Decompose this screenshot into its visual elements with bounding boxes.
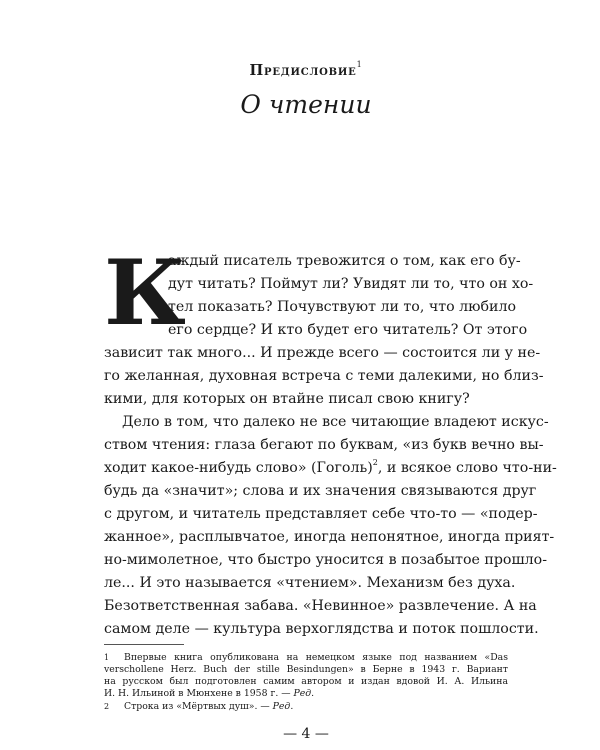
footnote-1-line-3: на русском был подготовлен самим автором и издан вдовой И. А. Ильина (104, 676, 508, 687)
paragraph-1-line-5: зависит так много... И прежде всего — состоится ли у не- (104, 345, 541, 361)
footnote-1-line-4 (104, 688, 508, 700)
paragraph-2-line-8: ле... И это называется «чтением». Механизм без духа. (104, 575, 516, 591)
footnote-ref-1[interactable]: 1 (356, 60, 363, 69)
paragraph-2-line-9: Безответственная забава. «Невинное» развлечение. А на (104, 598, 537, 614)
footnote-divider (104, 644, 184, 645)
section-label (104, 62, 508, 79)
paragraph-2-line-3 (104, 458, 557, 477)
paragraph-1-line-7: кими, для которых он втайне писал свою книгу? (104, 391, 470, 407)
footnote-1-number: 1 (104, 653, 110, 662)
drop-cap: К (104, 240, 186, 346)
paragraph-2-line-3-text: ходит какое-нибудь слово» (Гоголь) (104, 460, 373, 476)
paragraph-1-line-3: тел показать? Почувствуют ли то, что любило (168, 299, 517, 315)
paragraph-2-line-4: будь да «значит»; слова и их значения связываются друг (104, 483, 537, 499)
footnote-1-line-4-text: И. Н. Ильиной в Мюнхене в 1958 г. — (104, 688, 294, 699)
page-number: — 4 — (283, 726, 329, 742)
footnote-2-editor-mark: Ред. (272, 701, 294, 712)
paragraph-2-line-7: но-мимолетное, что быстро уносится в позабытое прошло- (104, 552, 548, 568)
paragraph-1-line-4: его сердце? И кто будет его читатель? От этого (168, 322, 528, 338)
paragraph-2-line-5: с другом, и читатель представляет себе что-то — «подер- (104, 506, 538, 522)
section-label-text: Предисловие (249, 62, 357, 79)
book-page (104, 0, 557, 750)
paragraph-2-line-2: ством чтения: глаза бегают по буквам, «из букв вечно вы- (104, 437, 544, 453)
chapter-title: О чтении (240, 90, 372, 119)
footnote-1-editor-mark: Ред. (293, 688, 315, 699)
footnote-1-line-2: verschollene Herz. Buch der stille Besindungen» в Берне в 1943 г. Вариант (104, 664, 508, 675)
paragraph-1-line-2: дут читать? Поймут ли? Увидят ли то, что он хо- (168, 276, 534, 292)
footnote-2-number: 2 (104, 702, 110, 711)
paragraph-1-line-6: го желанная, духовная встреча с теми далекими, но близ- (104, 368, 544, 384)
paragraph-2-line-1: Дело в том, что далеко не все читающие владеют искус- (122, 414, 549, 430)
paragraph-1-line-1: аждый писатель тревожится о том, как его бу- (168, 253, 521, 269)
paragraph-2-line-6: жанное», расплывчатое, иногда непонятное, иногда прият- (104, 529, 555, 545)
paragraph-2-line-3-tail: , и всякое слово что-ни- (377, 460, 557, 476)
footnote-1-line-1: Впервые книга опубликована на немецком языке под названием «Das (124, 652, 508, 663)
footnote-ref-2[interactable]: 2 (372, 458, 378, 467)
paragraph-2-line-10: самом деле — культура верхоглядства и поток пошлости. (104, 621, 539, 637)
footnote-2-line-1 (124, 701, 508, 713)
footnote-2-line-1-text: Строка из «Мёртвых душ». — (124, 701, 273, 712)
